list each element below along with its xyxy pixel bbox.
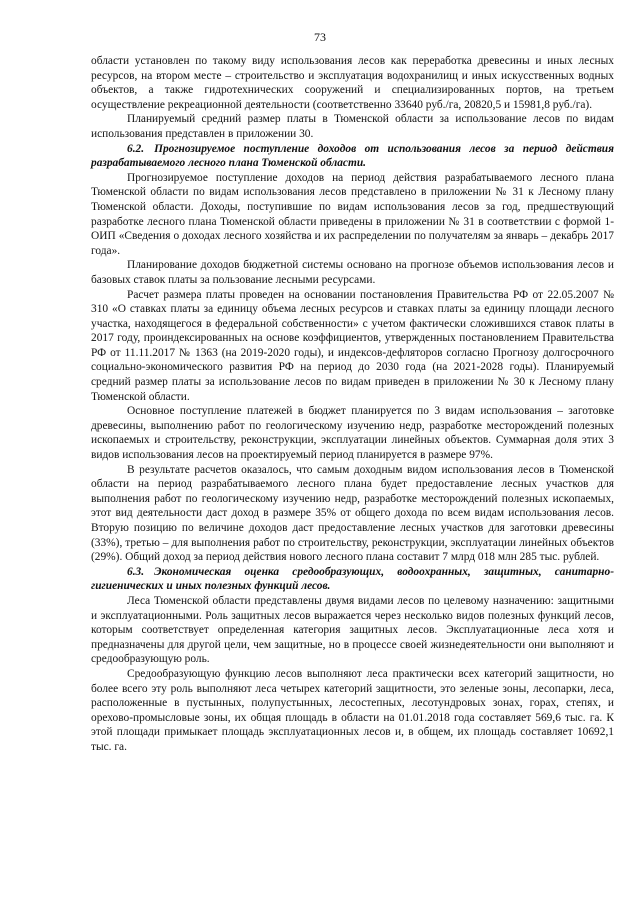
paragraph: В результате расчетов оказалось, что самым доходным видом использования лесов в Тюменской области на период разрабатываемого лесного плана будет предоставление лесных участков для выполнения работ по геологическому изучению недр, разработке месторождений полезных ископаемых, этот вид деятельности даст доход в размере 35% от общего дохода по всем видам использования лесов. Вторую позицию по величине доходов даст предоставление лесных участков для заготовки древесины (33%), третью – для выполнения работ по строительству, реконструкции, эксплуатации линейных объектов (29%). Общий доход за период действия нового лесного плана составит 7 млрд 018 млн 285 тыс. рублей. [91,463,614,564]
paragraph: Основное поступление платежей в бюджет планируется по 3 видам использования – заготовке древесины, выполнению работ по геологическому изучению недр, разработке месторождений полезных ископаемых и строительству, реконструкции, эксплуатации линейных объектов. Суммарная доля этих 3 видов использования лесов на проектируемый период планируется в размере 97%. [91,405,614,462]
paragraph: области установлен по такому виду использования лесов как переработка древесины и иных лесных ресурсов, на втором месте – строительство и эксплуатация водохранилищ и иных искусственных водных объектов, а также гидротехнических сооружений и специализированных портов, на третьем осуществление рекреационной деятельности (соответственно 33640 руб./га, 20820,5 и 15981,8 руб./га). [91,55,614,111]
paragraph: Планируемый средний размер платы в Тюменской области за использование лесов по видам использования представлен в приложении 30. [91,113,614,140]
section-title: Экономическая оценка средообразующих, водоохранных, защитных, санитарно-гигиенических и иных полезных функций лесов. [91,565,614,593]
section-number: 6.3. [127,565,145,578]
document-body [91,54,614,755]
paragraph: Леса Тюменской области представлены двумя видами лесов по целевому назначению: защитными и эксплуатационными. Роль защитных лесов выражается через несколько видов полезных функций лесов, которым соответствует определенная категория защитных лесов. Эксплуатационные леса хотя и предназначены для другой цели, чем защитные, но в процессе своей жизнедеятельности они выполняют и средообразующую роль. [91,594,614,666]
section-heading [91,142,614,171]
paragraph: Расчет размера платы проведен на основании постановления Правительства РФ от 22.05.2007 № 310 «О ставках платы за единицу объема лесных ресурсов и ставках платы за единицу площади лесного участка, находящегося в федеральной собственности» с учетом фактически сложившихся ставок платы в 2017 году, проиндексированных на основе коэффициентов, утвержденных постановлением Правительства РФ от 11.11.2017 № 1363 (на 2019-2020 годы), и индексов-дефляторов согласно Прогнозу долгосрочного социально-экономического развития РФ на период до 2030 года (на 2021-2028 годы). Планируемый средний размер платы за использование лесов по видам приведен в приложении № 30 к Лесному плану Тюменской области. [91,288,614,403]
page-number: 73 [314,30,326,44]
paragraph: Планирование доходов бюджетной системы основано на прогнозе объемов использования лесов и базовых ставок платы за пользование лесными ресурсами. [91,259,614,286]
paragraph: Средообразующую функцию лесов выполняют леса практически всех категорий защитности, но более всего эту роль выполняют леса четырех категорий защитности, это зеленые зоны, лесопарки, леса, расположенные в пустынных, полупустынных, лесостепных, лесотундровых зонах, горах, степях, и орехово-промысловые зоны, их общая площадь в области на 01.01.2018 года составляет 569,6 тыс. га. К этой площади примыкает площадь эксплуатационных лесов и, в общем, их площадь составляет 10692,1 тыс. га. [91,667,614,753]
section-heading [91,565,614,594]
section-number: 6.2. [127,142,145,155]
section-title: Прогнозируемое поступление доходов от использования лесов за период действия разрабатываемого лесного плана Тюменской области. [91,142,614,170]
paragraph: Прогнозируемое поступление доходов на период действия разрабатываемого лесного плана Тюменской области по видам использования лесов представлено в приложении № 31 к Лесному плану Тюменской области. Доходы, поступившие по видам использования лесов за год, предшествующий разработке лесного плана Тюменской области приведены в приложении № 31 в соответствии с формой 1-ОИП «Сведения о доходах лесного хозяйства и их распределении по получателям за январь – декабрь 2017 года». [91,171,614,257]
